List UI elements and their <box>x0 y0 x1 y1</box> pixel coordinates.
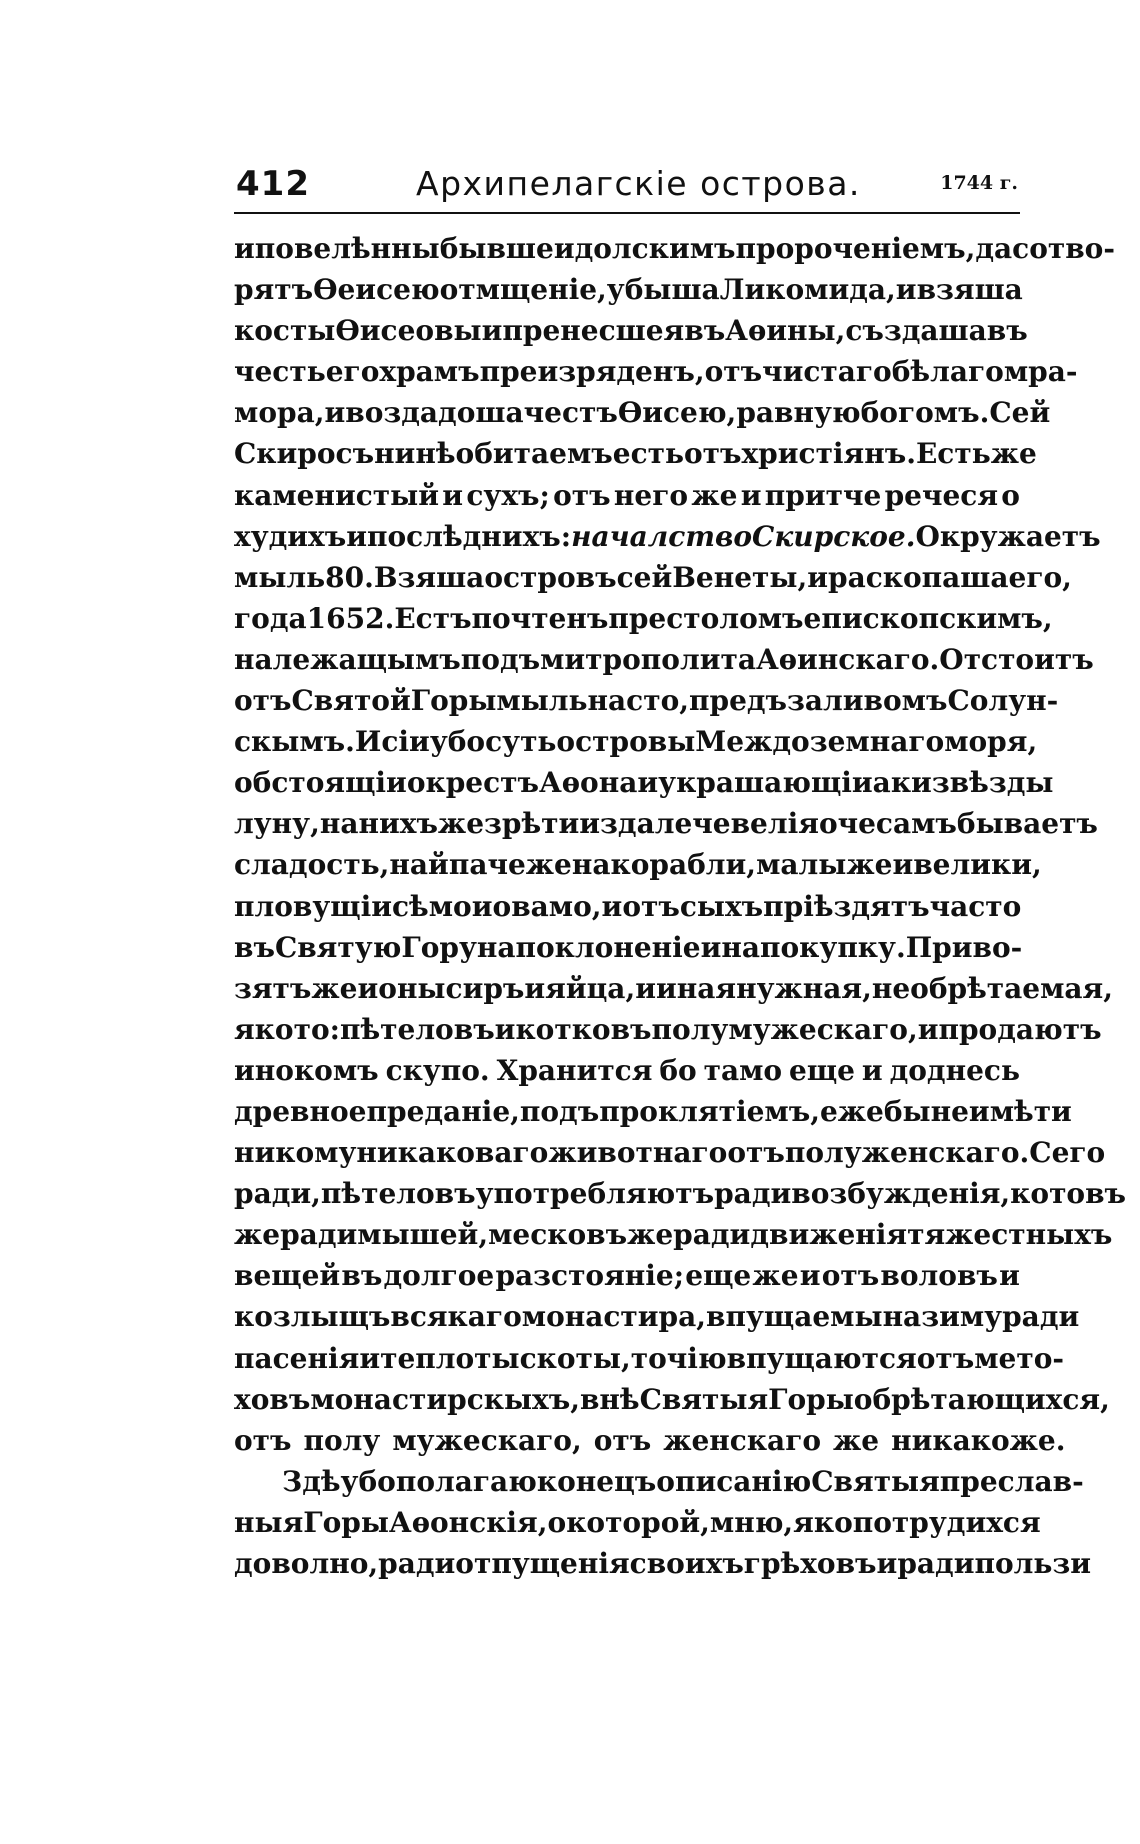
word: же <box>311 971 358 1005</box>
word: бѣлаго <box>891 355 1004 389</box>
word: же <box>833 1423 880 1457</box>
word: сто, <box>626 684 689 718</box>
word: велія <box>730 807 819 841</box>
text-line <box>234 680 1059 721</box>
word: Святыя <box>811 1464 940 1498</box>
word: отъ <box>683 437 742 471</box>
word: долгое <box>383 1259 495 1293</box>
word: сей <box>616 560 673 594</box>
word: подъ <box>460 642 541 676</box>
word: бо <box>659 1053 697 1087</box>
word: каменистый <box>234 478 439 512</box>
word: разстояніе; <box>495 1259 685 1293</box>
word: женскаго <box>663 1423 822 1457</box>
word: отмщеніе, <box>439 273 607 307</box>
word: ради <box>897 1547 975 1580</box>
word: поклоненіе <box>515 930 701 964</box>
text-line <box>234 927 1023 968</box>
word: вещей <box>234 1259 341 1293</box>
word: скоты, <box>519 1341 631 1375</box>
word: доволно, <box>234 1547 379 1580</box>
word: подъ <box>519 1094 600 1128</box>
word: Здѣ <box>282 1464 341 1498</box>
word: зрѣти <box>484 807 580 841</box>
word: рятъ <box>234 273 314 307</box>
word: нинѣ <box>374 437 456 471</box>
word: полагаю <box>395 1464 537 1498</box>
word: никому <box>234 1136 357 1170</box>
text-line <box>234 886 1020 927</box>
word: Святыя <box>639 1382 769 1416</box>
word: сиръ <box>445 971 525 1005</box>
text-line <box>234 1173 1127 1214</box>
word: пророченіемъ, <box>735 232 976 265</box>
word: худихъ <box>234 519 347 553</box>
word: монастира, <box>521 1300 707 1334</box>
word: окрестъ <box>406 766 539 800</box>
word: отъ <box>234 684 292 718</box>
word: належащымъ <box>234 642 461 676</box>
word: и <box>524 971 546 1005</box>
word: чистаго <box>762 355 892 389</box>
word: нихъ <box>358 807 438 841</box>
word: сотво- <box>1012 232 1115 265</box>
running-year: 1744 г. <box>940 172 1018 194</box>
word: отъ <box>821 1259 880 1293</box>
word: Отстоитъ <box>939 642 1094 676</box>
word: и <box>892 848 914 882</box>
word: убо <box>340 1464 396 1498</box>
word: впущаются <box>726 1341 917 1375</box>
word: пловущіи <box>234 889 392 923</box>
word: Междоземнаго <box>695 725 945 759</box>
word: Приво- <box>905 930 1023 964</box>
word: въ <box>684 314 726 348</box>
word: ради <box>378 1547 456 1580</box>
text-line <box>234 1420 1066 1461</box>
word: женскаго. <box>861 1136 1030 1170</box>
word: бываетъ <box>956 807 1098 841</box>
word: аки <box>872 766 932 800</box>
text-line <box>234 1379 1110 1420</box>
word: месковъ <box>488 1218 628 1252</box>
word: ради <box>714 1177 792 1211</box>
word: пасенія <box>234 1341 360 1375</box>
word: преданіе, <box>366 1094 520 1128</box>
word: своихъ <box>629 1547 744 1580</box>
word: убыша <box>606 273 720 307</box>
word: которой, <box>566 1505 710 1539</box>
text-line <box>234 1296 1080 1337</box>
word: и <box>635 971 656 1005</box>
word: и <box>359 1341 381 1375</box>
word: найпачеже <box>389 848 572 882</box>
word: сыхъ <box>679 889 764 923</box>
word: и <box>861 1053 883 1087</box>
word: очесамъ <box>818 807 957 841</box>
word: честь <box>234 355 326 389</box>
running-header <box>234 160 1020 214</box>
word: покупку. <box>760 930 906 964</box>
word: Солун- <box>947 684 1059 718</box>
word: преслав- <box>939 1464 1084 1498</box>
word: не <box>930 1094 969 1128</box>
word: скупо. <box>385 1053 490 1087</box>
text-line <box>234 310 1028 351</box>
word: Гору <box>401 930 477 964</box>
word: островъ <box>484 560 617 594</box>
word: 80. <box>325 560 374 594</box>
word: ради <box>1002 1300 1080 1334</box>
word: овамо, <box>492 889 602 923</box>
word: почтенъ <box>471 601 609 635</box>
word: его <box>325 355 380 389</box>
word: пользи <box>974 1547 1092 1580</box>
word: въ <box>234 930 275 964</box>
word: въ <box>341 1259 383 1293</box>
word: зиму <box>921 1300 1003 1334</box>
word: яко <box>234 1012 294 1046</box>
word: луну, <box>234 807 320 841</box>
word: внѣ <box>579 1382 640 1416</box>
word: полу <box>303 1423 381 1457</box>
word: часто <box>929 889 1022 923</box>
word: престоломъ <box>608 601 804 635</box>
word: и <box>324 396 346 430</box>
text-line <box>234 721 1038 762</box>
word: 1652. <box>306 601 395 635</box>
word: сладость, <box>234 848 390 882</box>
text-line <box>234 803 1098 844</box>
word: обстоящіи <box>234 766 407 800</box>
word: употребляютъ <box>475 1177 715 1211</box>
word: никаковаго <box>356 1136 549 1170</box>
word: и <box>799 1259 821 1293</box>
word: ховъ <box>234 1382 311 1416</box>
word: и <box>601 889 623 923</box>
word: конецъ <box>536 1464 657 1498</box>
text-line <box>234 1255 1020 1296</box>
word: отъ <box>593 1423 652 1457</box>
body-text <box>234 228 1127 1584</box>
word: впущаемы <box>706 1300 883 1334</box>
word: оны <box>378 971 446 1005</box>
word: о <box>1001 478 1020 512</box>
word: Венеты, <box>672 560 808 594</box>
word: начaлство <box>571 519 753 553</box>
page-number: 412 <box>236 164 310 204</box>
text-line <box>234 433 1037 474</box>
word: Ѳисеовы <box>335 314 482 348</box>
word: же <box>846 848 893 882</box>
word: украшающіи <box>658 766 873 800</box>
word: храмъ <box>379 355 480 389</box>
word: иная <box>655 971 737 1005</box>
word: возбужденія, <box>791 1177 1011 1211</box>
word: полу <box>651 1012 729 1046</box>
word: на <box>476 930 516 964</box>
word: имѣти <box>968 1094 1072 1128</box>
word: Горы <box>410 684 497 718</box>
word: инокомъ <box>234 1053 379 1087</box>
word: пріѣздятъ <box>763 889 930 923</box>
word: воздадоша <box>345 396 524 430</box>
word: Ликомида, <box>719 273 896 307</box>
text-line <box>234 639 1094 680</box>
word: теплоты <box>380 1341 520 1375</box>
word: да <box>975 232 1013 265</box>
word: на <box>571 848 611 882</box>
word: нужная, <box>736 971 872 1005</box>
word: раскопаша <box>827 560 1009 594</box>
word: еже <box>819 1094 884 1128</box>
word: тамо <box>703 1053 783 1087</box>
text-line <box>234 1543 1092 1584</box>
word: яко <box>793 1505 853 1539</box>
word: проклятіемъ, <box>599 1094 820 1128</box>
word: мышей, <box>357 1218 489 1252</box>
word: Сего <box>1029 1136 1106 1170</box>
word: честъ <box>523 396 618 430</box>
word: котковъ <box>515 1012 652 1046</box>
word: бывше <box>439 232 554 265</box>
word: ныя <box>234 1505 304 1539</box>
word: Святой <box>291 684 411 718</box>
word: древное <box>234 1094 367 1128</box>
word: моря, <box>944 725 1038 759</box>
text-line <box>234 475 1020 516</box>
text-line <box>234 228 1115 269</box>
word: никакоже. <box>891 1423 1066 1457</box>
text-line <box>234 1009 1102 1050</box>
word: обитаемъ <box>455 437 613 471</box>
word: Аѳонскія, <box>388 1505 548 1539</box>
word: равную <box>736 396 861 430</box>
word: Святую <box>274 930 402 964</box>
word: притче <box>764 478 882 512</box>
word: Аѳона <box>538 766 638 800</box>
word: Ѳисею, <box>617 396 737 430</box>
word: и <box>807 560 828 594</box>
word: о <box>547 1505 567 1539</box>
word: пѣтеловъ <box>339 1012 495 1046</box>
word: и <box>481 314 503 348</box>
word: Скиросъ <box>234 437 375 471</box>
word: мора, <box>234 396 325 430</box>
word: Есть <box>915 437 991 471</box>
word: отъ <box>704 355 763 389</box>
word: богомъ. <box>860 396 990 430</box>
word: малы <box>756 848 847 882</box>
word: Хранится <box>496 1053 653 1087</box>
word: и <box>895 273 917 307</box>
word: же <box>437 807 485 841</box>
word: котовъ <box>1010 1177 1127 1211</box>
word: обрѣтающихся, <box>853 1382 1110 1416</box>
word: Аѳины, <box>725 314 846 348</box>
word: сѣмо <box>392 889 472 923</box>
word: же <box>691 478 738 512</box>
text-line <box>234 269 1023 310</box>
word: продаютъ <box>938 1012 1102 1046</box>
word: и <box>700 930 722 964</box>
word: Ѳеисею <box>313 273 440 307</box>
word: же <box>990 437 1037 471</box>
word: отъ <box>916 1341 975 1375</box>
word: островы <box>556 725 696 759</box>
word: и <box>471 889 493 923</box>
word: митрополита <box>540 642 756 676</box>
word: то: <box>293 1012 340 1046</box>
word: и <box>637 766 659 800</box>
word: воловъ <box>880 1259 998 1293</box>
word: животнаго <box>548 1136 728 1170</box>
word: пѣтеловъ <box>320 1177 476 1211</box>
word: косты <box>234 314 336 348</box>
word: есть <box>612 437 684 471</box>
word: ради <box>673 1218 751 1252</box>
word: отъ <box>553 478 611 512</box>
word: козлыщъ <box>234 1300 391 1334</box>
text-line <box>234 1091 1072 1132</box>
word: монастирскыхъ, <box>310 1382 580 1416</box>
word: сухъ; <box>466 478 550 512</box>
text-line <box>234 1338 1065 1379</box>
word: точію <box>630 1341 727 1375</box>
word: яйца, <box>545 971 636 1005</box>
word: и <box>740 478 762 512</box>
word: необрѣтаемая, <box>871 971 1113 1005</box>
word: на <box>721 930 760 964</box>
text-line <box>234 598 1053 639</box>
text-line <box>234 1502 1041 1543</box>
text-line <box>234 844 1042 885</box>
word: послѣднихъ: <box>367 519 572 553</box>
word: И <box>354 725 382 759</box>
word: предъ <box>689 684 788 718</box>
word: отъ <box>234 1423 292 1457</box>
word: въ <box>986 314 1028 348</box>
word: идолскимъ <box>553 232 736 265</box>
word: отъ <box>727 1136 785 1170</box>
word: же <box>234 1218 281 1252</box>
word: и <box>234 232 255 265</box>
word: на <box>587 684 627 718</box>
word: Скирское. <box>752 519 916 553</box>
word: издалече <box>579 807 731 841</box>
word: скымъ. <box>234 725 355 759</box>
word: грѣховъ <box>743 1547 877 1580</box>
word: повелѣнны <box>254 232 440 265</box>
word: полу <box>784 1136 862 1170</box>
word: Сей <box>989 396 1051 430</box>
word: Взяша <box>373 560 485 594</box>
word: Горы <box>768 1382 854 1416</box>
text-line <box>234 1214 1113 1255</box>
word: и <box>917 1012 939 1046</box>
word: же <box>627 1218 674 1252</box>
word: доднесь <box>889 1053 1020 1087</box>
word: потрудихся <box>852 1505 1041 1539</box>
word: преизряденъ, <box>479 355 705 389</box>
word: еще <box>685 1259 752 1293</box>
word: взяша <box>916 273 1023 307</box>
word: Аѳинскаго. <box>755 642 940 676</box>
word: него <box>613 478 689 512</box>
word: же <box>752 1259 799 1293</box>
word: мужескаго, <box>728 1012 918 1046</box>
word: и <box>876 1547 898 1580</box>
word: еще <box>789 1053 855 1087</box>
text-line <box>234 351 1078 392</box>
text-line <box>234 516 1101 557</box>
word: бы <box>883 1094 931 1128</box>
word: създаша <box>845 314 987 348</box>
word: я <box>663 314 685 348</box>
word: мыль <box>234 560 326 594</box>
word: и <box>346 519 367 553</box>
word: зятъ <box>234 971 312 1005</box>
text-line <box>234 1461 1084 1502</box>
word: ради, <box>234 1177 321 1211</box>
text-line <box>234 392 1051 433</box>
word: и <box>999 1259 1020 1293</box>
word: и <box>442 478 464 512</box>
word: на <box>319 807 359 841</box>
word: мыль <box>496 684 588 718</box>
word: убо <box>429 725 486 759</box>
word: описанію <box>656 1464 812 1498</box>
word: звѣзды <box>931 766 1054 800</box>
word: суть <box>485 725 557 759</box>
word: его, <box>1008 560 1072 594</box>
word: речеся <box>884 478 998 512</box>
text-line <box>234 557 1072 598</box>
word: мра- <box>1003 355 1078 389</box>
word: Окружаетъ <box>915 519 1101 553</box>
text-line <box>234 762 1054 803</box>
word: отъ <box>622 889 680 923</box>
word: всякаго <box>390 1300 522 1334</box>
word: Естъ <box>394 601 472 635</box>
text-line <box>234 1132 1106 1173</box>
text-line <box>234 968 1113 1009</box>
word: христіянъ. <box>741 437 916 471</box>
word: ради <box>280 1218 358 1252</box>
running-title: Архипелагскіе острова. <box>416 164 861 203</box>
word: движенія <box>750 1218 908 1252</box>
word: отпущенія <box>455 1547 630 1580</box>
word: на <box>882 1300 922 1334</box>
word: года <box>234 601 307 635</box>
word: тяжестныхъ <box>907 1218 1113 1252</box>
word: пренесше <box>502 314 664 348</box>
text-line <box>234 1050 1020 1091</box>
word: корабли, <box>610 848 757 882</box>
word: мню, <box>709 1505 794 1539</box>
book-page <box>234 160 1127 1584</box>
word: мето- <box>974 1341 1065 1375</box>
word: и <box>494 1012 516 1046</box>
word: и <box>357 971 379 1005</box>
word: сіи <box>381 725 430 759</box>
word: мужескаго, <box>392 1423 582 1457</box>
word: заливомъ <box>787 684 948 718</box>
word: велики, <box>913 848 1042 882</box>
word: епископскимъ, <box>803 601 1053 635</box>
word: Горы <box>303 1505 389 1539</box>
